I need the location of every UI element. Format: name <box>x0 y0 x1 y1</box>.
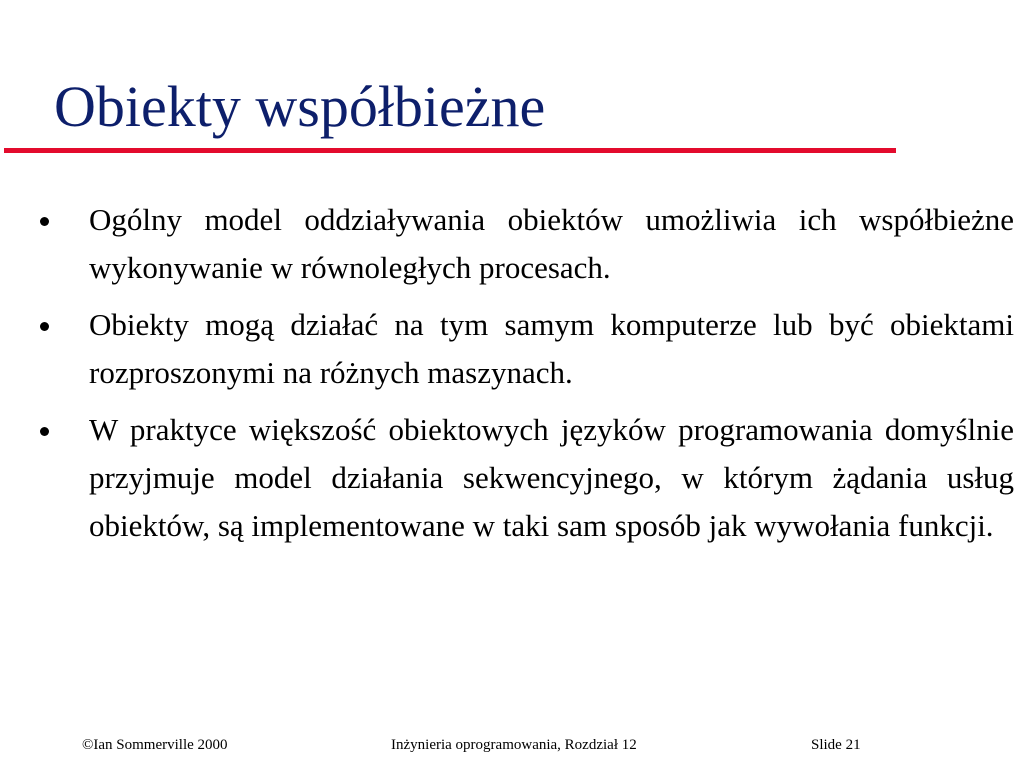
bullet-item <box>40 406 1014 550</box>
bullet-dot-icon <box>40 427 49 436</box>
bullet-item <box>40 196 1014 292</box>
footer-course-title: Inżynieria oprogramowania, Rozdział 12 <box>391 737 637 753</box>
title-underline <box>4 148 896 153</box>
bullet-dot-icon <box>40 217 49 226</box>
footer-copyright: ©Ian Sommerville 2000 <box>82 737 228 753</box>
footer-slide-number: Slide 21 <box>811 737 861 753</box>
slide-title: Obiekty współbieżne <box>54 74 546 139</box>
bullet-item <box>40 301 1014 397</box>
bullet-dot-icon <box>40 322 49 331</box>
bullet-text: W praktyce większość obiektowych języków programowania domyślnie przyjmuje model działania sekwencyjnego, w którym żądania usług obiektów, są implementowane w taki sam sposób jak wywołania funkcji. <box>89 412 1014 543</box>
bullet-list <box>40 196 1014 559</box>
bullet-text: Ogólny model oddziaływania obiektów umożliwia ich współbieżne wykonywanie w równoległych procesach. <box>89 202 1014 285</box>
bullet-text: Obiekty mogą działać na tym samym komputerze lub być obiektami rozproszonymi na różnych maszynach. <box>89 307 1014 390</box>
